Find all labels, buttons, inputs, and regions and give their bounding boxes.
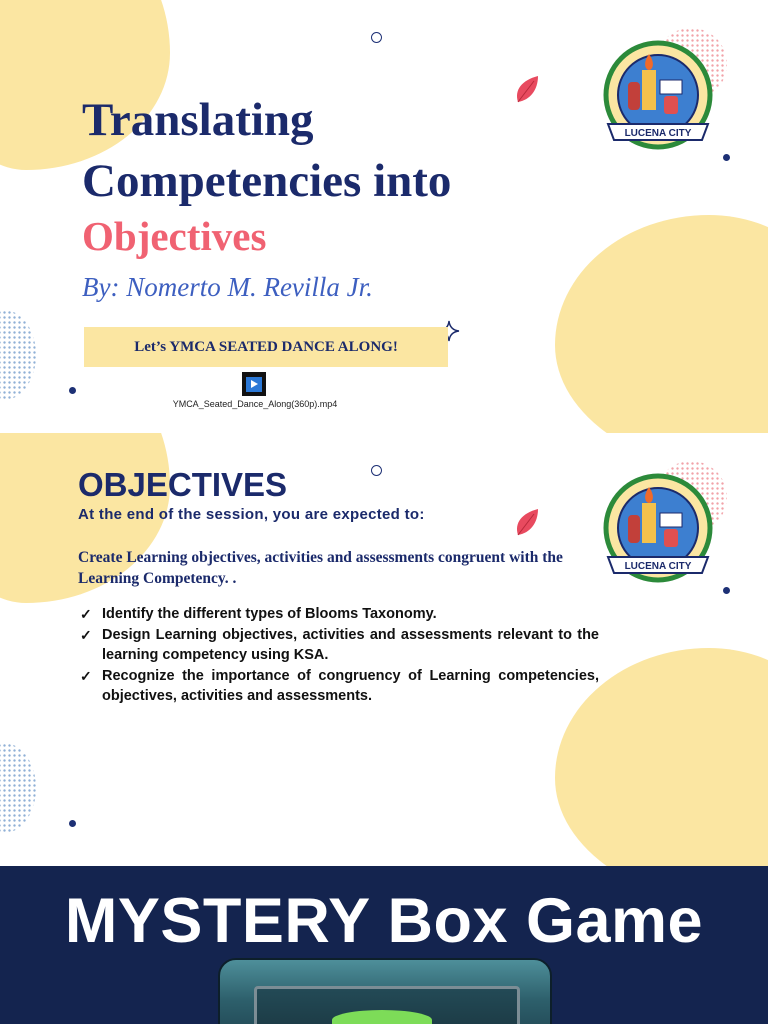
- video-filename[interactable]: YMCA_Seated_Dance_Along(360p).mp4: [172, 399, 338, 409]
- ring-decoration: [371, 465, 382, 476]
- list-item: [78, 625, 599, 666]
- title-line-2: Competencies into: [82, 155, 452, 207]
- video-file-icon[interactable]: [242, 372, 266, 396]
- game-title: MYSTERY Box Game: [64, 886, 704, 956]
- objectives-paragraph: Create Learning objectives, activities and assessments congruent with the Learning Competency. .: [78, 549, 563, 587]
- title-slide: [0, 0, 768, 433]
- objective-text: Identify the different types of Blooms Taxonomy.: [102, 606, 437, 622]
- mystery-box-slide: [0, 866, 768, 1024]
- list-item: [78, 666, 599, 707]
- objectives-heading: OBJECTIVES: [78, 466, 288, 503]
- school-seal-logo: [598, 473, 722, 589]
- leaf-icon: [512, 505, 542, 539]
- dot-decoration: [69, 820, 76, 827]
- ring-decoration: [371, 32, 382, 43]
- checkmark-icon: ✓: [80, 626, 92, 643]
- title-line-1: Translating: [82, 94, 314, 146]
- author-byline: By: Nomerto M. Revilla Jr.: [82, 272, 373, 302]
- objectives-slide: [0, 433, 768, 866]
- checkmark-icon: ✓: [80, 606, 92, 622]
- objective-text: Recognize the importance of congruency of Learning competencies, objectives, activities and assessments.: [102, 667, 599, 704]
- list-item: [78, 604, 599, 625]
- box-glow: [332, 1010, 432, 1024]
- dot-decoration: [69, 387, 76, 394]
- banner-text: Let’s YMCA SEATED DANCE ALONG!: [134, 338, 398, 355]
- dot-pattern: [0, 743, 36, 833]
- mystery-box-image: [218, 958, 552, 1024]
- leaf-icon: [512, 72, 542, 106]
- objectives-list: [78, 604, 599, 707]
- logo-ribbon-text: LUCENA CITY: [624, 561, 692, 572]
- dance-along-banner: [84, 327, 448, 367]
- school-seal-logo: [598, 40, 722, 156]
- checkmark-icon: ✓: [80, 667, 92, 684]
- right-blob: [555, 215, 768, 433]
- title-accent: Objectives: [82, 213, 267, 259]
- dot-decoration: [723, 587, 730, 594]
- dot-decoration: [723, 154, 730, 161]
- objective-text: Design Learning objectives, activities and assessments relevant to the learning competency using KSA.: [102, 626, 599, 663]
- objectives-subheading: At the end of the session, you are expected to:: [78, 506, 425, 523]
- dot-pattern: [0, 310, 36, 400]
- logo-ribbon-text: LUCENA CITY: [624, 128, 692, 139]
